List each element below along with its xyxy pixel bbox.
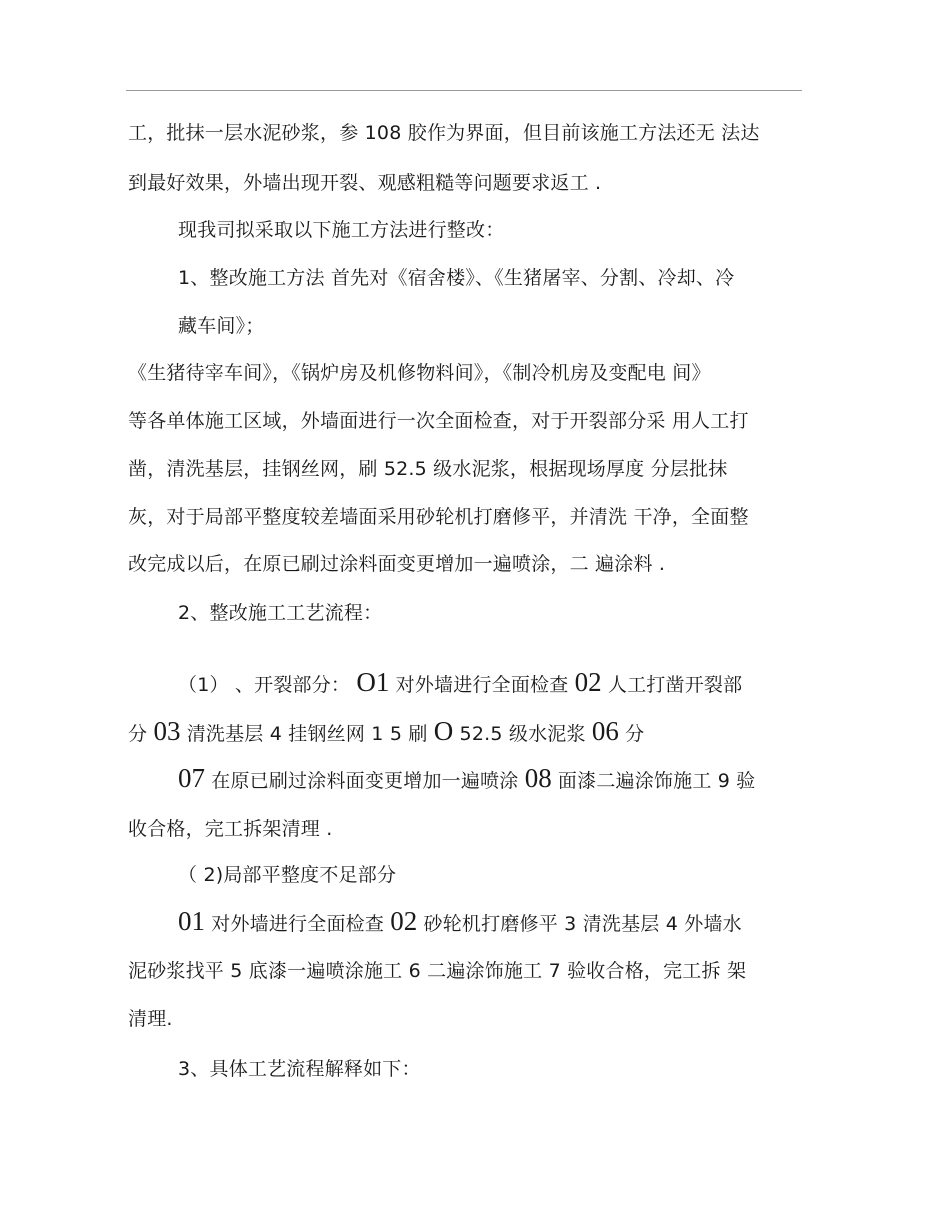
paragraph-line: 到最好效果，外墙出现开裂、观感粗糙等问题要求返工 .: [128, 172, 602, 194]
step-number: O: [433, 716, 454, 746]
paragraph-line: 凿，清洗基层，挂钢丝网，刷 52.5 级水泥浆，根据现场厚度 分层批抹: [128, 458, 728, 480]
step-number: 08: [524, 763, 552, 793]
paragraph-line: 清理.: [128, 1008, 173, 1030]
text-segment: 人工打凿开裂部: [601, 674, 743, 696]
text-segment: 在原已刷过涂料面变更增加一遍喷涂: [205, 770, 525, 792]
paragraph-line: 工，批抹一层水泥砂浆，参 108 胶作为界面，但目前该施工方法还无 法达: [128, 122, 760, 144]
text-segment: 分: [618, 723, 645, 745]
paragraph-line: 等各单体施工区域，外墙面进行一次全面检查，对于开裂部分采 用人工打: [128, 410, 749, 432]
text-segment: 面漆二遍涂饰施工 9 验: [551, 770, 756, 792]
section-heading: 1、整改施工方法 首先对《宿舍楼》、《生猪屠宰、分割、冷却、冷: [178, 267, 735, 289]
step-number: 06: [591, 716, 619, 746]
paragraph-line: 泥砂浆找平 5 底漆一遍喷涂施工 6 二遍涂饰施工 7 验收合格，完工拆 架: [128, 960, 747, 982]
paragraph-line: 现我司拟采取以下施工方法进行整改：: [178, 219, 505, 241]
step-number: O1: [356, 667, 390, 697]
text-segment: 清洗基层 4 挂钢丝网 1 5 刷: [180, 723, 434, 745]
step-number: 02: [574, 667, 602, 697]
step-number: 07: [178, 763, 205, 793]
section-heading: 2、整改施工工艺流程：: [178, 602, 383, 624]
step-number: 02: [390, 906, 418, 936]
text-segment: 52.5 级水泥浆: [453, 723, 592, 745]
text-segment: 对外墙进行全面检查: [205, 913, 391, 935]
process-line: [128, 716, 645, 746]
step-number: 01: [178, 906, 205, 936]
paragraph-line: 收合格，完工拆架清理 .: [128, 818, 333, 840]
process-line: [178, 667, 743, 697]
paragraph-line: 改完成以后，在原已刷过涂料面变更增加一遍喷涂，二 遍涂料 .: [128, 553, 666, 575]
text-segment: 砂轮机打磨修平 3 清洗基层 4 外墙水: [417, 913, 742, 935]
header-rule: [126, 90, 802, 91]
text-segment: 对外墙进行全面检查: [389, 674, 575, 696]
text-segment: 分: [128, 723, 154, 745]
step-number: 03: [153, 716, 181, 746]
paragraph-line: 《生猪待宰车间》，《锅炉房及机修物料间》，《制冷机房及变配电 间》: [128, 362, 711, 384]
paragraph-line: 藏车间》；: [178, 315, 265, 337]
process-line: [178, 906, 742, 936]
text-segment: （1） 、开裂部分：: [178, 674, 357, 696]
paragraph-line: 灰，对于局部平整度较差墙面采用砂轮机打磨修平，并清洗 干净，全面整: [128, 506, 749, 528]
process-line: [178, 763, 756, 793]
section-heading: 3、具体工艺流程解释如下：: [178, 1058, 421, 1080]
subsection-heading: （ 2)局部平整度不足部分: [178, 864, 397, 886]
